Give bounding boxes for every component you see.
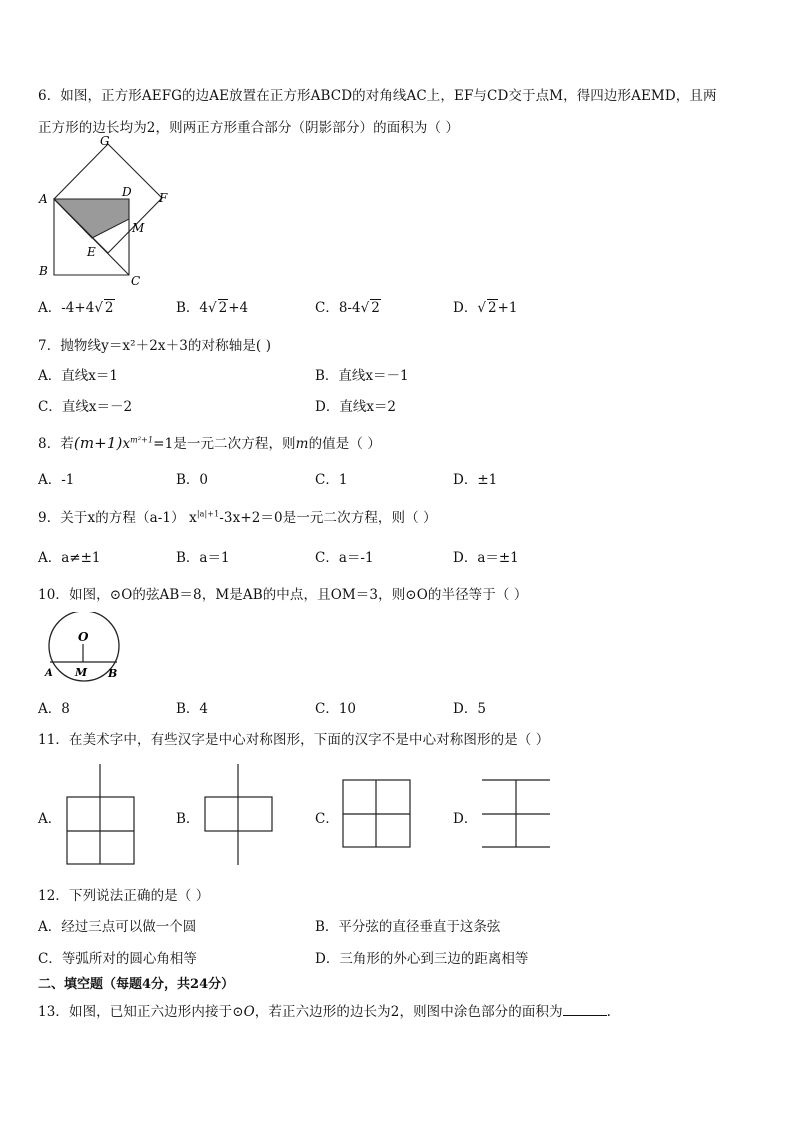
q6-stem-line2: 正方形的边长均为2，则两正方形重合部分（阴影部分）的面积为（ ） (38, 120, 460, 136)
q11-option-d-label: D． (453, 811, 478, 827)
q12-option-d: D．三角形的外心到三边的距离相等 (315, 951, 529, 967)
q10-label-b: B (108, 667, 118, 680)
q10-option-c: C．10 (315, 701, 357, 717)
q6-option-d: D．√ 2+1 (453, 300, 518, 316)
q8-option-a: A．-1 (38, 472, 75, 488)
q11-stem: 11．在美术字中，有些汉字是中心对称图形，下面的汉字不是中心对称图形的是（ ） (38, 732, 550, 748)
q7-option-d: D．直线x＝2 (315, 399, 397, 415)
q6-label-m: M (132, 221, 145, 235)
q6-figure (34, 134, 184, 286)
q11-figure-d (480, 777, 554, 851)
q10-option-b: B．4 (176, 701, 209, 717)
q10-stem: 10．如图，⊙O的弦AB＝8，M是AB的中点，且OM＝3，则⊙O的半径等于（ ） (38, 587, 528, 603)
q10-figure (40, 612, 130, 684)
q11-option-a-label: A． (38, 811, 62, 827)
q6-shaded-region (54, 199, 129, 238)
q11-figure-c (340, 777, 414, 851)
q10-option-d: D．5 (453, 701, 486, 717)
section-2-title: 二、填空题（每题4分，共24分） (38, 977, 235, 992)
q7-option-b: B．直线x＝－1 (315, 368, 409, 384)
q9-stem: 9．关于x的方程（a-1） $x^{|a|+1}-3x+2=0$是一元二次方程，则（ ） (38, 509, 437, 526)
q7-stem: 7．抛物线y＝x²＋2x＋3的对称轴是( ) (38, 338, 272, 354)
q6-label-g: G (100, 134, 110, 148)
q6-option-c: C．8-4√ 2 (315, 300, 380, 316)
q9-option-d: D．a＝±1 (453, 550, 519, 566)
q12-option-a: A．经过三点可以做一个圆 (38, 919, 197, 935)
q10-option-a: A．8 (38, 701, 70, 717)
q6-label-a: A (39, 192, 48, 206)
q6-label-d: D (122, 185, 132, 199)
q9-option-a: A．a≠±1 (38, 550, 101, 566)
q7-option-c: C．直线x＝－2 (38, 399, 133, 415)
q6-label-f: F (159, 191, 168, 205)
q12-option-c: C．等弧所对的圆心角相等 (38, 951, 197, 967)
q11-figure-a (64, 762, 138, 868)
q9-option-c: C．a＝-1 (315, 550, 374, 566)
q6-label-b: B (39, 264, 48, 278)
q6-label-c: C (131, 274, 141, 286)
q11-figure-b (202, 762, 276, 868)
q10-label-a: A (45, 668, 53, 679)
q11-option-c-label: C． (315, 811, 339, 827)
q8-stem: 8．若$(m+1)x^{m^2+1}=1$是一元二次方程，则m的值是（ ） (38, 434, 381, 452)
q6-option-a: A．-4+4√ 2 (38, 300, 114, 316)
q9-option-b: B．a＝1 (176, 550, 230, 566)
q8-option-b: B．0 (176, 472, 209, 488)
q13-answer-blank (563, 1003, 607, 1016)
q6-label-e: E (87, 245, 96, 259)
q6-option-b: B．4√ 2+4 (176, 300, 249, 316)
q11-option-b-label: B． (176, 811, 200, 827)
q10-label-o: O (78, 630, 89, 644)
q12-option-b: B．平分弦的直径垂直于这条弦 (315, 919, 501, 935)
q7-option-a: A．直线x＝1 (38, 368, 118, 384)
q12-stem: 12．下列说法正确的是（ ） (38, 888, 210, 904)
q8-option-c: C．1 (315, 472, 348, 488)
q13-stem: 13．如图，已知正六边形内接于⊙O，若正六边形的边长为2，则图中涂色部分的面积为 . (38, 1004, 612, 1020)
q8-option-d: D．±1 (453, 472, 498, 488)
q6-stem-line1: 6．如图，正方形AEFG的边AE放置在正方形ABCD的对角线AC上，EF与CD交于点M，得四边形AEMD，且两 (38, 88, 717, 104)
q10-label-m: M (75, 666, 88, 679)
